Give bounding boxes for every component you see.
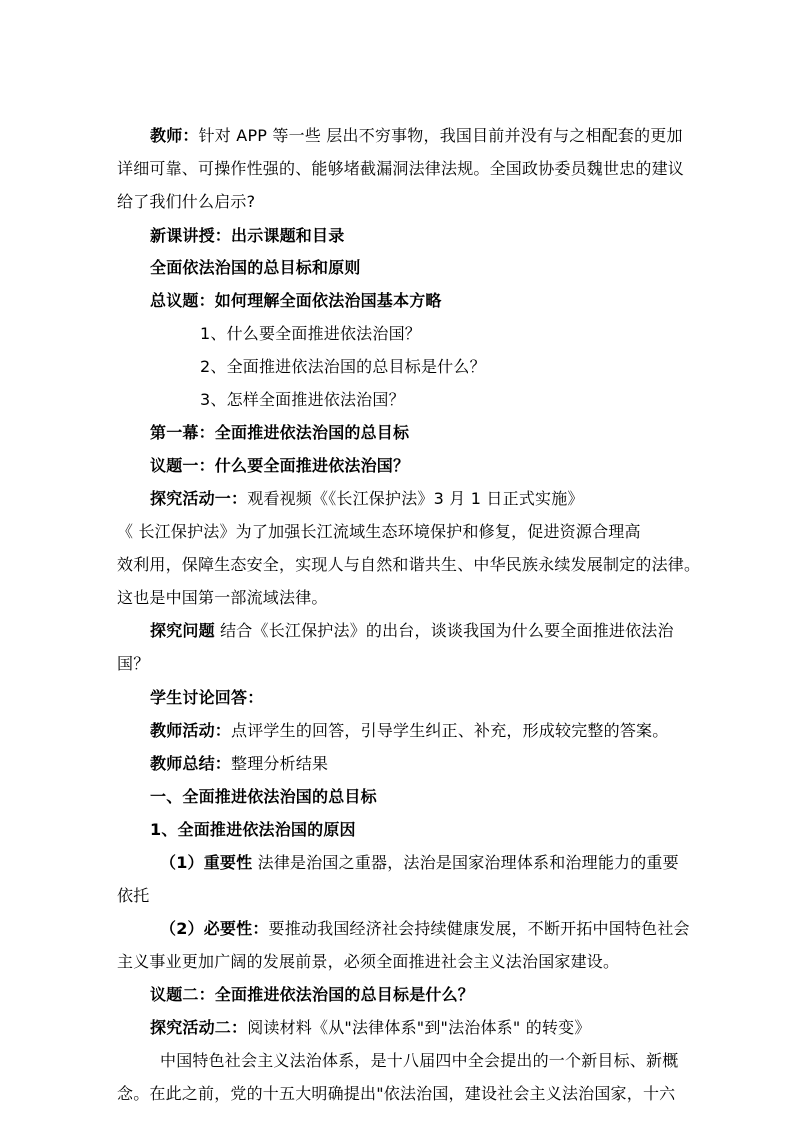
topic-heading: 议题二：全面推进依法治国的总目标是什么？: [150, 985, 475, 1004]
label: 探究活动二：: [150, 1018, 248, 1037]
text: 阅读材料《从"法律体系"到"法治体系" 的转变》: [247, 1018, 591, 1037]
section-heading: 新课讲授：出示课题和目录: [150, 226, 345, 245]
paragraph-line: 给了我们什么启示?: [117, 192, 256, 211]
paragraph-line: 主义事业更加广阔的发展前景，必须全面推进社会主义法治国家建设。: [117, 952, 620, 971]
text: 整理分析结果: [231, 754, 329, 773]
paragraph-line: 这也是中国第一部流域法律。: [117, 588, 328, 607]
outline-item: 3、怎样全面推进依法治国？: [200, 390, 405, 409]
label: 教师活动：: [150, 721, 232, 740]
teacher-activity: [150, 721, 668, 741]
label: （2）必要性：: [160, 919, 269, 938]
activity-line: [150, 1018, 591, 1038]
text: 法律是治国之重器，法治是国家治理体系和治理能力的重要: [252, 853, 679, 872]
paragraph-line: 国？: [117, 654, 150, 673]
topic-heading: 议题一：什么要全面推进依法治国？: [150, 456, 410, 475]
point-line: [160, 853, 679, 873]
label-teacher: 教师：: [150, 126, 199, 145]
label: 探究活动一：: [150, 489, 248, 508]
activity-line: [150, 489, 584, 509]
main-topic: 总议题：如何理解全面依法治国基本方略: [150, 291, 442, 310]
label: （1）重要性: [160, 853, 253, 872]
outline-item: 1、什么要全面推进依法治国？: [200, 324, 421, 343]
paragraph-line: 念。在此之前，党的十五大明确提出"依法治国，建设社会主义法治国家，十六: [117, 1084, 676, 1103]
label: 教师总结：: [150, 754, 232, 773]
act-heading: 第一幕：全面推进依法治国的总目标: [150, 423, 410, 442]
text: 要推动我国经济社会持续健康发展，不断开拓中国特色社会: [268, 919, 690, 938]
text: 结合《长江保护法》的出台，谈谈我国为什么要全面推进依法治: [214, 621, 674, 640]
paragraph-line: 详细可靠、可操作性强的、能够堵截漏洞法律法规。全国政协委员魏世忠的建议: [117, 159, 685, 178]
subsection-heading: 1、全面推进依法治国的原因: [150, 820, 356, 839]
paragraph-line: 依托: [117, 886, 150, 905]
section-heading: 一、全面推进依法治国的总目标: [150, 787, 377, 806]
paragraph-line: 《 长江保护法》为了加强长江流域生态环境保护和修复，促进资源合理高: [117, 522, 641, 541]
point-line: [160, 919, 690, 939]
outline-item: 2、全面推进依法治国的总目标是什么？: [200, 357, 486, 376]
text: 针对 APP 等一些 层出不穷事物，我国目前并没有与之相配套的更加: [198, 126, 683, 145]
text: 观看视频《《长江保护法》3 月 1 日正式实施》: [247, 489, 584, 508]
teacher-summary: [150, 754, 328, 774]
student-discussion: 学生讨论回答：: [150, 688, 264, 707]
paragraph-line: [150, 126, 683, 146]
text: 点评学生的回答，引导学生纠正、补充，形成较完整的答案。: [231, 721, 669, 740]
paragraph-line: 中国特色社会主义法治体系，是十八届四中全会提出的一个新目标、新概: [160, 1051, 679, 1070]
label: 探究问题: [150, 621, 215, 640]
paragraph-line: 效利用，保障生态安全，实现人与自然和谐共生、中华民族永续发展制定的法律。: [117, 555, 701, 574]
question-line: [150, 621, 674, 641]
lesson-title: 全面依法治国的总目标和原则: [150, 258, 361, 277]
